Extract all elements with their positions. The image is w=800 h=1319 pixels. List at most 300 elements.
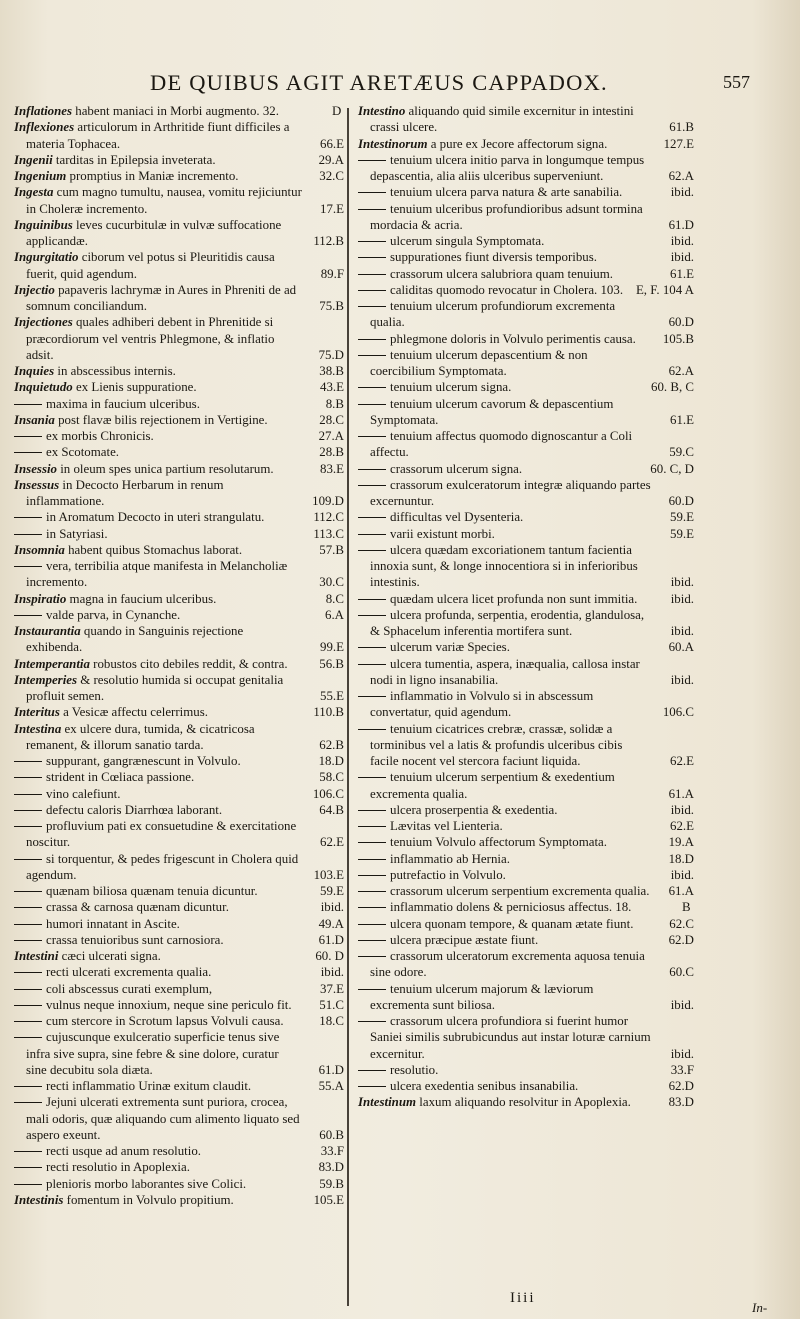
index-entry <box>14 282 344 315</box>
entry-text: a pure ex Jecore affectorum signa. <box>430 136 608 151</box>
entry-text: tenuium Volvulo affectorum Symptomata. <box>390 835 607 850</box>
entry-reference: 59.E <box>670 526 694 541</box>
index-entry <box>358 948 694 981</box>
entry-reference: E, F. 104 A <box>635 282 694 297</box>
entry-reference: 17.E <box>320 201 344 216</box>
entry-reference: 30.C <box>319 575 344 590</box>
index-entry <box>14 314 344 363</box>
index-entry <box>358 331 694 347</box>
entry-text: laxum aliquando resolvitur in Apoplexia. <box>419 1095 631 1110</box>
entry-text: ex morbis Chronicis. <box>46 429 154 443</box>
entry-reference: 29.A <box>318 152 344 167</box>
entry-reference: ibid. <box>320 965 344 980</box>
entry-text: ulcera quonam tempore, & quanam ætate fiunt. <box>390 916 634 931</box>
ditto-dash <box>14 940 42 941</box>
entry-text: resolutio. <box>390 1062 439 1077</box>
entry-reference: 6.A <box>325 607 344 622</box>
entry-text: papaveris lachrymæ in Aures in Phreniti de ad somnum conciliandum. <box>26 282 297 313</box>
entry-reference: 112.C <box>313 510 344 525</box>
ditto-dash <box>358 387 386 388</box>
entry-text: fomentum in Volvulo propitium. <box>66 1192 234 1207</box>
index-entry <box>358 136 694 152</box>
page-number: 557 <box>723 72 750 92</box>
entry-text: & resolutio humida si occupat genitalia profluit semen. <box>26 672 284 703</box>
index-entry <box>358 591 694 607</box>
index-entry <box>358 266 694 282</box>
entry-reference: 106.C <box>662 705 694 720</box>
entry-text: quales adhiberi debent in Phrenitide si præcordiorum vel ventris Phlegmone, & inflatio adsit. <box>26 315 275 362</box>
index-entry <box>14 753 344 769</box>
entry-reference: 64.B <box>319 802 344 817</box>
ditto-dash <box>14 534 42 535</box>
entry-headword: Inquietudo <box>14 380 73 395</box>
entry-reference: 32.C <box>319 169 344 183</box>
index-entry <box>14 607 344 623</box>
entry-reference: 83.D <box>668 1095 694 1110</box>
entry-headword: Ingenium <box>14 169 67 183</box>
entry-text: ulcera præcipue æstate fiunt. <box>390 932 539 947</box>
ditto-dash <box>14 907 42 908</box>
ditto-dash <box>358 257 386 258</box>
entry-reference: 18.D <box>318 754 344 768</box>
entry-text: putrefactio in Volvulo. <box>390 867 506 882</box>
entry-reference: 60. C, D <box>650 461 694 476</box>
index-entry <box>358 282 694 298</box>
ditto-dash <box>14 1037 42 1038</box>
entry-text: tenuium ulcerum cavorum & depascentium Symptomata. <box>370 396 614 427</box>
entry-text: difficultas vel Dysenteria. <box>390 510 524 525</box>
entry-text: ulcerum singula Symptomata. <box>390 234 545 248</box>
ditto-dash <box>14 777 42 778</box>
index-entry <box>358 851 694 867</box>
ditto-dash <box>358 339 386 340</box>
entry-reference: 27.A <box>318 429 344 443</box>
entry-text: ulcerum variæ Species. <box>390 640 510 655</box>
index-entry <box>14 152 344 168</box>
index-entry <box>14 217 344 250</box>
index-entry <box>358 1094 694 1110</box>
entry-reference: 62.E <box>320 835 344 850</box>
ditto-dash <box>358 306 386 307</box>
index-entry <box>358 233 694 249</box>
index-entry <box>14 623 344 656</box>
entry-text: tenuium ulcerum serpentium & exedentium excrementa qualia. <box>370 770 615 801</box>
entry-text: cujuscunque exulceratio superficie tenus sive infra sive supra, sine febre & sine dolore, curatur sine decubitu sola diæta. <box>26 1030 280 1077</box>
ditto-dash <box>14 1005 42 1006</box>
entry-reference: 37.E <box>320 981 344 996</box>
entry-reference: 66.E <box>320 136 344 151</box>
entry-text: cæci ulcerati signa. <box>61 949 161 963</box>
index-entry <box>14 932 344 948</box>
index-entry <box>14 461 344 477</box>
ditto-dash <box>358 989 386 990</box>
entry-headword: Insomnia <box>14 542 65 557</box>
entry-text: articulorum in Arthritide fiunt difficiles a materia Tophacea. <box>26 120 290 151</box>
index-entry <box>14 883 344 899</box>
entry-reference: 105.E <box>313 1192 344 1207</box>
entry-headword: Intestina <box>14 721 62 736</box>
index-entry <box>358 152 694 185</box>
entry-reference: 61.D <box>318 932 344 947</box>
entry-reference: 28.B <box>319 445 344 460</box>
entry-headword: Instaurantia <box>14 624 81 638</box>
page-title: DE QUIBUS AGIT ARETÆUS CAPPADOX. <box>150 70 608 95</box>
ditto-dash <box>14 859 42 860</box>
ditto-dash <box>358 485 386 486</box>
index-entry <box>14 851 344 884</box>
entry-text: ciborum vel potus si Pleuritidis causa fuerit, quid agendum. <box>26 250 275 281</box>
entry-reference: 62.B <box>319 737 344 752</box>
entry-reference: 105.B <box>662 331 694 346</box>
index-entry <box>14 558 344 591</box>
ditto-dash <box>358 810 386 811</box>
entry-reference: 106.C <box>312 786 344 801</box>
entry-text: suppurant, gangrænescunt in Volvulo. <box>46 754 241 768</box>
ditto-dash <box>358 729 386 730</box>
entry-reference: ibid. <box>670 1046 694 1061</box>
entry-reference: 89.F <box>320 266 344 281</box>
entry-text: crassorum ulcerum serpentium excrementa qualia. <box>390 884 650 898</box>
index-entry <box>358 656 694 689</box>
ditto-dash <box>358 1021 386 1022</box>
index-entry <box>14 1159 344 1175</box>
entry-reference: 18.D <box>668 851 694 866</box>
entry-reference: ibid. <box>670 185 694 200</box>
entry-text: a Vesicæ affectu celerrimus. <box>63 705 208 720</box>
entry-reference: 43.E <box>320 380 344 395</box>
entry-headword: Ingurgitatio <box>14 250 79 265</box>
catchword: In- <box>752 1300 768 1315</box>
entry-text: crassorum ulcerum signa. <box>390 461 523 476</box>
ditto-dash <box>358 469 386 470</box>
entry-text: in Aromatum Decocto in uteri strangulatu. <box>46 510 265 525</box>
index-entry <box>358 249 694 265</box>
ditto-dash <box>358 1070 386 1071</box>
entry-text: inflammatio in Volvulo si in abscessum convertatur, quid agendum. <box>370 689 594 720</box>
entry-reference: 112.B <box>313 234 344 248</box>
entry-reference: ibid. <box>670 234 694 248</box>
entry-reference: 61.E <box>670 412 694 427</box>
index-entry <box>14 672 344 705</box>
entry-text: inflammatio dolens & perniciosus affectus. 18. <box>390 900 632 915</box>
entry-reference: 33.F <box>670 1062 694 1077</box>
entry-text: in Decocto Herbarum in renum inflammatione. <box>26 477 224 508</box>
index-entry <box>14 916 344 932</box>
index-entry <box>358 509 694 525</box>
index-entry <box>14 802 344 818</box>
ditto-dash <box>14 566 42 567</box>
entry-reference: ibid. <box>670 624 694 638</box>
ditto-dash <box>14 794 42 795</box>
ditto-dash <box>358 209 386 210</box>
index-entry <box>14 477 344 510</box>
entry-text: defectu caloris Diarrhœa laborant. <box>46 802 223 817</box>
entry-text: magna in faucium ulceribus. <box>69 591 217 606</box>
index-column-left <box>14 103 344 1208</box>
entry-reference: 62.D <box>668 1079 694 1093</box>
index-entry <box>14 184 344 217</box>
entry-reference: ibid. <box>670 575 694 590</box>
entry-headword: Intestini <box>14 949 59 963</box>
signature-mark: Iiii <box>510 1290 536 1306</box>
entry-text: plenioris morbo laborantes sive Colici. <box>46 1176 247 1191</box>
entry-headword: Intemperantia <box>14 656 90 671</box>
ditto-dash <box>358 615 386 616</box>
entry-text: quænam biliosa quænam tenuia dicuntur. <box>46 884 258 898</box>
entry-reference: 61.E <box>670 266 694 281</box>
entry-reference: 19.A <box>668 835 694 850</box>
index-entry <box>14 412 344 428</box>
entry-reference: 75.B <box>319 299 344 313</box>
ditto-dash <box>14 891 42 892</box>
index-entry <box>358 201 694 234</box>
index-entry <box>14 818 344 851</box>
index-entry <box>14 1143 344 1159</box>
ditto-dash <box>14 1086 42 1087</box>
entry-text: ulcera quædam excoriationem tantum facientia innoxia sunt, & longe innocentiora si in inferioribus intestinis. <box>370 542 638 590</box>
index-entry <box>14 997 344 1013</box>
index-entry <box>14 591 344 607</box>
index-entry <box>358 834 694 850</box>
entry-text: tenuium cicatrices crebræ, crassæ, solidæ a torminibus vel a latis & profundis ulceribus cibis facile nocent vel stercora faciunt liquida. <box>370 721 623 768</box>
ditto-dash <box>14 972 42 973</box>
entry-text: tenuium ulceribus profundioribus adsunt tormina mordacia & acria. <box>370 201 643 232</box>
index-entry <box>14 948 344 964</box>
entry-text: ex Lienis suppuratione. <box>75 380 197 395</box>
ditto-dash <box>358 534 386 535</box>
entry-headword: Insania <box>14 412 55 427</box>
entry-text: crassorum exulceratorum integræ aliquando partes excernuntur. <box>370 477 651 508</box>
index-entry <box>14 981 344 997</box>
entry-headword: Insessus <box>14 477 60 492</box>
entry-headword: Injectiones <box>14 315 73 330</box>
index-entry <box>358 526 694 542</box>
entry-text: coli abscessus curati exemplum, <box>46 981 213 996</box>
ditto-dash <box>358 647 386 648</box>
entry-text: tenuium ulcerum majorum & læviorum excrementa sunt biliosa. <box>370 981 594 1012</box>
entry-text: humori innatant in Ascite. <box>46 916 180 931</box>
ditto-dash <box>358 550 386 551</box>
entry-text: vino calefiunt. <box>46 786 121 801</box>
entry-reference: 113.C <box>313 526 344 541</box>
entry-reference: 33.F <box>320 1144 344 1158</box>
entry-reference: 56.B <box>319 656 344 671</box>
ditto-dash <box>358 404 386 405</box>
entry-reference: 60. B, C <box>651 380 694 395</box>
entry-reference: 55.E <box>320 689 344 703</box>
entry-text: cum stercore in Scrotum lapsus Volvuli causa. <box>46 1014 284 1028</box>
entry-reference: 61.B <box>669 120 694 135</box>
entry-text: Lævitas vel Lienteria. <box>390 819 503 833</box>
entry-reference: 59.B <box>319 1176 344 1191</box>
entry-reference: 55.A <box>318 1079 344 1093</box>
entry-reference: 38.B <box>319 364 344 378</box>
ditto-dash <box>14 810 42 811</box>
entry-reference: 83.E <box>320 461 344 476</box>
entry-reference: 28.C <box>319 412 344 427</box>
index-entry <box>358 1078 694 1094</box>
entry-text: crassorum ulcera salubriora quam tenuium. <box>390 266 614 281</box>
index-entry <box>358 769 694 802</box>
ditto-dash <box>14 989 42 990</box>
ditto-dash <box>14 452 42 453</box>
column-divider <box>347 108 349 1306</box>
entry-text: quando in Sanguinis rejectione exhibenda. <box>26 624 244 655</box>
entry-reference: 60.D <box>668 494 694 508</box>
entry-text: tenuium ulcera parva natura & arte sanabilia. <box>390 185 623 200</box>
entry-text: ex ulcere dura, tumida, & cicatricosa remanent, & illorum sanatio tarda. <box>26 721 255 752</box>
entry-text: inflammatio ab Hernia. <box>390 851 510 866</box>
entry-text: tenuium affectus quomodo dignoscantur a Coli affectu. <box>370 429 633 460</box>
ditto-dash <box>358 940 386 941</box>
entry-reference: 60.B <box>319 1127 344 1142</box>
entry-reference: 49.A <box>318 916 344 931</box>
index-entry <box>14 656 344 672</box>
entry-headword: Injectio <box>14 282 55 297</box>
entry-reference: 60.C <box>669 965 694 980</box>
entry-reference: 57.B <box>319 542 344 557</box>
entry-headword: Ingenii <box>14 152 53 167</box>
entry-reference: 59.C <box>669 445 694 460</box>
index-entry <box>14 899 344 915</box>
index-entry <box>14 769 344 785</box>
entry-headword: Ingesta <box>14 185 54 200</box>
entry-text: crassa tenuioribus sunt carnosiora. <box>46 932 224 947</box>
ditto-dash <box>14 1102 42 1103</box>
entry-text: crassorum ulceratorum excrementa aquosa tenuia sine odore. <box>370 949 645 980</box>
entry-text: recti inflammatio Urinæ exitum claudit. <box>46 1079 252 1093</box>
index-entry <box>14 704 344 720</box>
entry-text: recti usque ad anum resolutio. <box>46 1144 202 1158</box>
running-header <box>150 70 750 104</box>
ditto-dash <box>358 274 386 275</box>
entry-text: habent quibus Stomachus laborat. <box>68 542 243 557</box>
entry-text: in Satyriasi. <box>46 526 108 541</box>
index-entry <box>358 721 694 770</box>
ditto-dash <box>14 924 42 925</box>
entry-reference: 18.C <box>319 1014 344 1028</box>
index-entry: inflammatio dolens & perniciosus affectus. 18. B <box>358 899 694 915</box>
entry-text: leves cucurbitulæ in vulvæ suffocatione applicandæ. <box>26 217 282 248</box>
entry-text: ulcera proserpentia & exedentia. <box>390 802 558 817</box>
index-entry <box>358 883 694 899</box>
index-entry <box>358 298 694 331</box>
ditto-dash <box>358 160 386 161</box>
ditto-dash <box>358 192 386 193</box>
entry-text: tenuium ulcera initio parva in longumque tempus depascentia, alia aliis ulceribus superveniunt. <box>370 152 645 183</box>
index-entry <box>14 542 344 558</box>
ditto-dash <box>14 517 42 518</box>
index-entry <box>358 932 694 948</box>
entry-reference: 61.D <box>318 1062 344 1077</box>
ditto-dash <box>358 517 386 518</box>
entry-headword: Intestino <box>358 104 406 118</box>
index-entry <box>358 477 694 510</box>
entry-text: habent maniaci in Morbi augmento. 32. <box>75 104 279 118</box>
entry-text: tenuium ulcerum profundiorum excrementa qualia. <box>370 299 616 330</box>
ditto-dash <box>14 615 42 616</box>
entry-reference: ibid. <box>320 900 344 915</box>
ditto-dash <box>358 777 386 778</box>
entry-text: post flavæ bilis rejectionem in Vertigine. <box>58 412 268 427</box>
entry-headword: Intestinorum <box>358 136 428 151</box>
entry-text: ulcera profunda, serpentia, erodentia, glandulosa, & Sphacelum inferentia mortifera sunt. <box>370 607 645 638</box>
entry-reference: 61.A <box>668 786 694 801</box>
ditto-dash <box>358 241 386 242</box>
entry-text: quædam ulcera licet profunda non sunt immitia. <box>390 591 638 606</box>
ditto-dash <box>358 664 386 665</box>
entry-headword: Inflationes <box>14 104 73 118</box>
ditto-dash <box>358 290 386 291</box>
ditto-dash <box>14 826 42 827</box>
entry-text: aliquando quid simile excernitur in intestini crassi ulcere. <box>370 104 634 135</box>
entry-reference: 61.D <box>668 217 694 232</box>
entry-headword: Inquies <box>14 364 55 378</box>
index-entry <box>358 607 694 640</box>
entry-reference: 83.D <box>318 1160 344 1175</box>
entry-text: si torquentur, & pedes frigescunt in Cholera quid agendum. <box>26 851 299 882</box>
entry-text: in abscessibus internis. <box>57 364 176 378</box>
entry-text: valde parva, in Cynanche. <box>46 607 181 622</box>
entry-reference: ibid. <box>670 250 694 265</box>
entry-reference: 62.A <box>668 169 694 183</box>
index-entry <box>358 428 694 461</box>
index-entry <box>358 639 694 655</box>
entry-reference: 62.A <box>668 364 694 378</box>
entry-headword: Intemperies <box>14 672 78 687</box>
index-entry <box>358 184 694 200</box>
entry-reference: ibid. <box>670 672 694 687</box>
index-entry <box>358 916 694 932</box>
entry-text: crassa & carnosa quænam dicuntur. <box>46 900 229 915</box>
index-entry <box>14 444 344 460</box>
ditto-dash <box>358 1086 386 1087</box>
entry-reference: 60.D <box>668 315 694 330</box>
entry-headword: Inflexiones <box>14 120 75 135</box>
entry-reference: 59.E <box>320 884 344 898</box>
ditto-dash <box>14 436 42 437</box>
ditto-dash <box>14 761 42 762</box>
index-entry <box>358 818 694 834</box>
index-entry <box>358 1013 694 1062</box>
entry-reference: 99.E <box>320 640 344 655</box>
entry-text: varii existunt morbi. <box>390 526 495 541</box>
entry-reference: ibid. <box>670 867 694 882</box>
entry-reference: ibid. <box>670 802 694 817</box>
entry-text: tenuium ulcerum depascentium & non coercibilium Symptomata. <box>370 347 588 378</box>
entry-text: tenuium ulcerum signa. <box>390 380 512 395</box>
index-entry <box>14 509 344 525</box>
entry-text: recti resolutio in Apoplexia. <box>46 1160 190 1175</box>
entry-reference: ibid. <box>670 997 694 1012</box>
index-entry <box>358 542 694 591</box>
ditto-dash <box>358 436 386 437</box>
ditto-dash <box>358 859 386 860</box>
ditto-dash <box>358 875 386 876</box>
entry-reference: 51.C <box>319 997 344 1012</box>
index-entry <box>14 396 344 412</box>
index-entry <box>14 964 344 980</box>
index-entry <box>14 526 344 542</box>
entry-text: ulcera tumentia, aspera, inæqualia, callosa instar nodi in ligno insanabilia. <box>370 656 640 687</box>
entry-text: vulnus neque innoxium, neque sine periculo fit. <box>46 997 292 1012</box>
ditto-dash <box>358 842 386 843</box>
index-entry <box>14 363 344 379</box>
ditto-dash <box>358 696 386 697</box>
ditto-dash <box>358 599 386 600</box>
entry-reference: 8.B <box>325 396 344 411</box>
index-entry <box>358 867 694 883</box>
